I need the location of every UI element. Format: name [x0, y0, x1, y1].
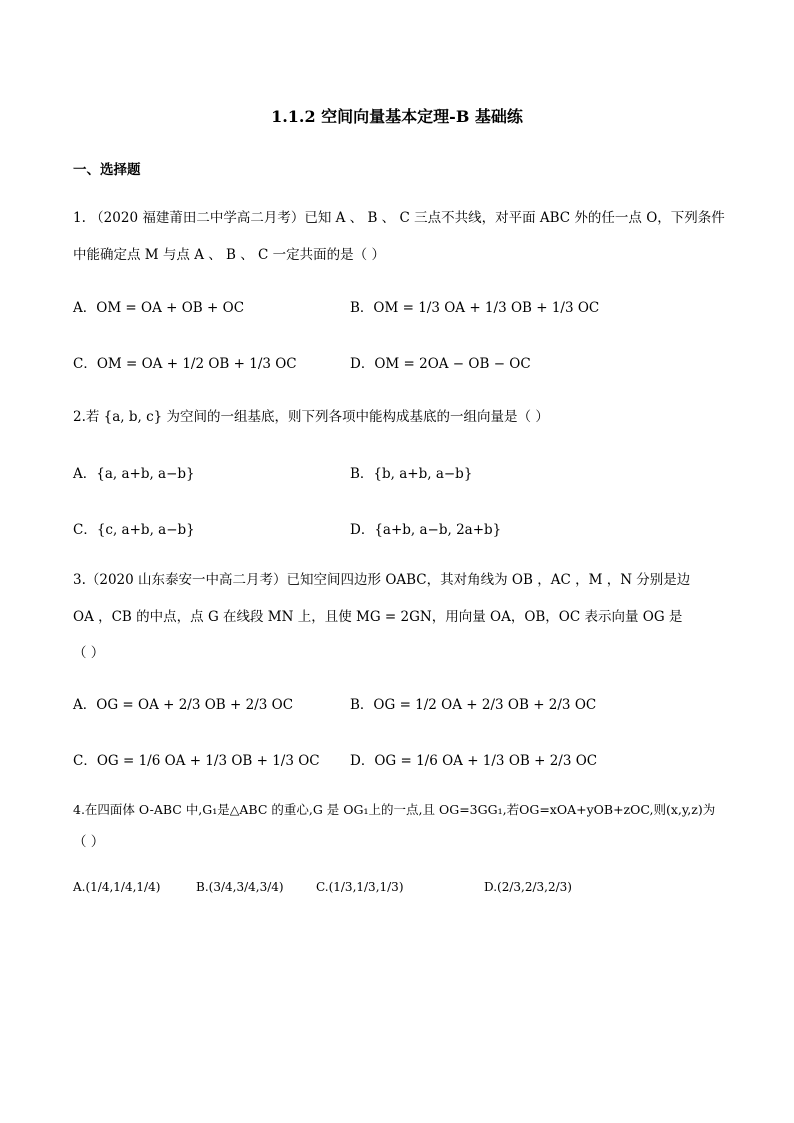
question-2-option-a[interactable]: A．{a, a+b, a−b} — [73, 466, 195, 482]
question-3-line-3: （ ） — [73, 645, 105, 661]
question-2-option-b[interactable]: B．{b, a+b, a−b} — [350, 466, 473, 482]
page-title: 1.1.2 空间向量基本定理-B 基础练 — [271, 107, 523, 126]
question-2-option-c[interactable]: C．{c, a+b, a−b} — [73, 522, 195, 538]
question-3-option-a[interactable]: A．OG = OA + 2/3 OB + 2/3 OC — [73, 697, 294, 713]
question-4-option-b[interactable]: B.(3/4,3/4,3/4) — [196, 880, 284, 894]
question-4-option-d[interactable]: D.(2/3,2/3,2/3) — [484, 880, 572, 894]
question-3-option-c[interactable]: C．OG = 1/6 OA + 1/3 OB + 1/3 OC — [73, 753, 320, 769]
question-3-option-b[interactable]: B．OG = 1/2 OA + 2/3 OB + 2/3 OC — [350, 697, 597, 713]
question-1-option-b[interactable]: B．OM = 1/3 OA + 1/3 OB + 1/3 OC — [350, 300, 600, 316]
question-3-line-2: OA ，CB 的中点，点 G 在线段 MN 上，且使 MG = 2GN，用向量 OA，OB，OC 表示向量 OG 是 — [73, 609, 683, 625]
question-1-line-2: 中能确定点 M 与点 A 、 B 、 C 一定共面的是（ ） — [73, 247, 385, 263]
question-1-line-1: 1. （2020 福建莆田二中学高二月考）已知 A 、 B 、 C 三点不共线，对平面 ABC 外的任一点 O，下列条件 — [73, 210, 725, 226]
section-heading: 一、选择题 — [73, 162, 141, 178]
question-1-option-c[interactable]: C．OM = OA + 1/2 OB + 1/3 OC — [73, 356, 297, 372]
question-4-option-a[interactable]: A.(1/4,1/4,1/4) — [73, 880, 161, 894]
question-1-option-d[interactable]: D．OM = 2OA − OB − OC — [350, 356, 531, 372]
question-3-line-1: 3.（2020 山东泰安一中高二月考）已知空间四边形 OABC，其对角线为 OB ，AC ，M ，N 分别是边 — [73, 572, 691, 588]
question-4-line-1: 4.在四面体 O-ABC 中,G₁是△ABC 的重心,G 是 OG₁上的一点,且 OG=3GG₁,若OG=xOA+yOB+zOC,则(x,y,z)为 — [73, 802, 716, 817]
question-2-stem: 2.若 {a, b, c} 为空间的一组基底，则下列各项中能构成基底的一组向量是（ ） — [73, 409, 549, 425]
question-2-option-d[interactable]: D．{a+b, a−b, 2a+b} — [350, 522, 502, 538]
question-1-option-a[interactable]: A．OM = OA + OB + OC — [73, 300, 245, 316]
question-3-option-d[interactable]: D．OG = 1/6 OA + 1/3 OB + 2/3 OC — [350, 753, 598, 769]
question-4-line-2: （ ） — [73, 834, 105, 850]
question-4-option-c[interactable]: C.(1/3,1/3,1/3) — [316, 880, 404, 894]
